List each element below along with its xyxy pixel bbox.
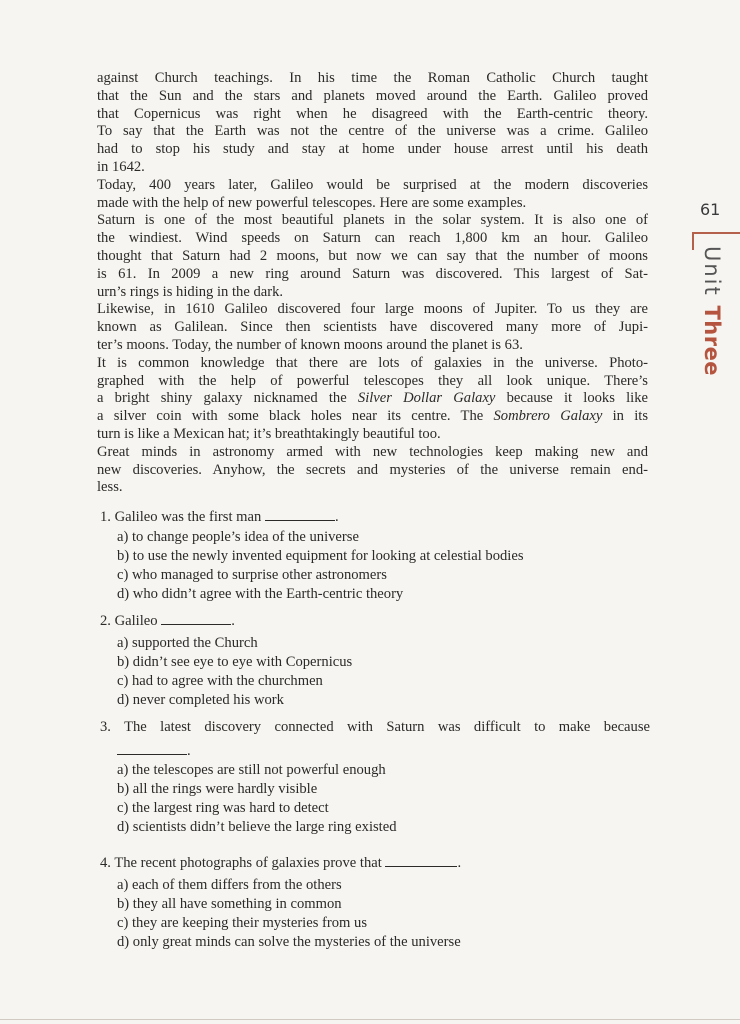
text-segment: in its — [602, 408, 649, 425]
divider — [692, 232, 740, 234]
answer-blank[interactable] — [161, 612, 231, 625]
text-segment: a silver coin with some black holes near its centre. The — [97, 408, 494, 425]
text-line: thought that Saturn had 2 moons, but now we can say that the number of moons — [97, 247, 648, 264]
stem-text: 2. Galileo — [100, 613, 158, 629]
text-line: the windiest. Wind speeds on Saturn can reach 1,800 km an hour. Galileo — [97, 230, 648, 247]
text-line: new discoveries. Anyhow, the secrets and mysteries of the universe remain end- — [97, 461, 648, 478]
text-line — [97, 408, 648, 426]
option[interactable]: d) scientists didn’t believe the large ring existed — [117, 819, 397, 835]
unit-label — [700, 246, 724, 376]
unit-name: Three — [700, 305, 724, 377]
answer-blank[interactable] — [385, 854, 457, 867]
option[interactable]: d) never completed his work — [117, 692, 284, 708]
text-line — [97, 390, 648, 408]
option[interactable]: a) supported the Church — [117, 635, 258, 651]
text-line: urn’s rings is hiding in the dark. — [97, 283, 284, 300]
text-line: ter’s moons. Today, the number of known moons around the planet is 63. — [97, 336, 523, 353]
text-line: Likewise, in 1610 Galileo discovered four large moons of Jupiter. To us they are — [97, 301, 648, 318]
stem-text: 1. Galileo was the first man — [100, 509, 262, 525]
option[interactable]: c) had to agree with the churchmen — [117, 673, 323, 689]
question-stem: 3. The latest discovery connected with Saturn was difficult to make because — [100, 719, 650, 735]
option[interactable]: c) who managed to surprise other astronomers — [117, 567, 387, 583]
unit-word: Unit — [700, 246, 724, 297]
question-stem — [100, 854, 650, 873]
option[interactable]: c) they are keeping their mysteries from us — [117, 915, 368, 931]
text-line: Saturn is one of the most beautiful planets in the solar system. It is also one of — [97, 212, 648, 229]
text-line: turn is like a Mexican hat; it’s breathtakingly beautiful too. — [97, 425, 441, 442]
text-line: To say that the Earth was not the centre of the universe was a crime. Galileo — [97, 123, 648, 140]
question-2 — [100, 612, 650, 710]
page-number: 61 — [700, 200, 721, 219]
option[interactable]: a) each of them differs from the others — [117, 877, 342, 893]
option[interactable]: a) to change people’s idea of the universe — [117, 529, 359, 545]
option[interactable]: d) who didn’t agree with the Earth-centric theory — [117, 586, 404, 602]
answer-blank[interactable] — [117, 742, 187, 755]
option[interactable]: b) didn’t see eye to eye with Copernicus — [117, 654, 353, 670]
text-line: is 61. In 2009 a new ring around Saturn was discovered. This largest of Sat- — [97, 265, 648, 282]
answer-blank[interactable] — [265, 508, 335, 521]
text-line: in 1642. — [97, 158, 145, 175]
text-line: made with the help of new powerful telescopes. Here are some examples. — [97, 194, 527, 211]
option[interactable]: c) the largest ring was hard to detect — [117, 800, 329, 816]
page-edge — [0, 1019, 740, 1020]
stem-end: . — [187, 743, 191, 759]
question-1 — [100, 508, 650, 604]
text-line: Today, 400 years later, Galileo would be surprised at the modern discoveries — [97, 176, 648, 193]
text-line: known as Galilean. Since then scientists have discovered many more of Jupi- — [97, 319, 648, 336]
option[interactable]: a) the telescopes are still not powerful enough — [117, 762, 386, 778]
text-line: graphed with the help of powerful telescopes they all look unique. There’s — [97, 372, 648, 389]
stem-end: . — [334, 509, 339, 525]
question-4 — [100, 854, 650, 952]
text-line: that the Sun and the stars and planets moved around the Earth. Galileo proved — [97, 87, 648, 104]
text-line: Great minds in astronomy armed with new technologies keep making new and — [97, 443, 648, 460]
question-stem — [100, 508, 650, 527]
galaxy-name: Sombrero Galaxy — [493, 408, 603, 425]
question-stem — [100, 612, 650, 631]
text-line: against Church teachings. In his time the Roman Catholic Church taught — [97, 70, 648, 86]
divider — [692, 232, 694, 250]
galaxy-name: Silver Dollar Galaxy — [357, 390, 496, 407]
text-segment: because it looks like — [495, 390, 648, 407]
option[interactable]: b) all the rings were hardly visible — [117, 781, 318, 797]
text-line: less. — [97, 479, 123, 496]
stem-text: 4. The recent photographs of galaxies prove that — [100, 855, 382, 871]
stem-end: . — [231, 613, 235, 629]
blank-line — [100, 742, 650, 761]
text-line: that Copernicus was right when he disagreed with the Earth-centric theory. — [97, 105, 648, 122]
option[interactable]: b) they all have something in common — [117, 896, 342, 912]
option[interactable]: b) to use the newly invented equipment for looking at celestial bodies — [117, 548, 524, 564]
text-segment: a bright shiny galaxy nicknamed the — [97, 390, 358, 407]
stem-end: . — [457, 855, 462, 871]
option[interactable]: d) only great minds can solve the mysteries of the universe — [117, 934, 461, 950]
text-line: had to stop his study and stay at home under house arrest until his death — [97, 141, 648, 158]
text-line: It is common knowledge that there are lots of galaxies in the universe. Photo- — [97, 354, 648, 371]
question-3 — [100, 718, 650, 837]
reading-text — [97, 70, 648, 497]
